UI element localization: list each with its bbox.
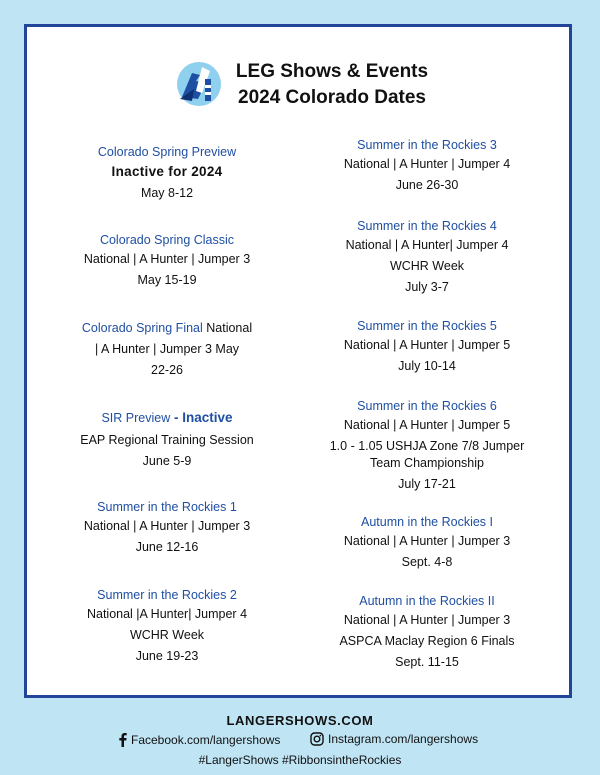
event-autumn-in-the-rockies-1 [302, 513, 552, 573]
event-name: Autumn in the Rockies I [360, 515, 493, 529]
event-name: Summer in the Rockies 6 [357, 399, 497, 413]
event-name: Summer in the Rockies 2 [97, 588, 237, 602]
event-dates: May 8-12 [140, 186, 194, 200]
event-autumn-in-the-rockies-2 [302, 592, 552, 673]
event-details: National [202, 321, 253, 335]
facebook-icon [118, 732, 127, 747]
event-summer-in-the-rockies-5 [302, 317, 552, 377]
event-colorado-spring-classic [42, 231, 292, 291]
event-name: Colorado Spring Preview [97, 145, 237, 159]
event-summer-in-the-rockies-4 [302, 217, 552, 298]
event-dates: July 17-21 [398, 477, 456, 491]
event-dates: July 3-7 [405, 280, 449, 294]
event-details: National | A Hunter | Jumper 3 [83, 519, 251, 533]
event-dates: June 12-16 [135, 540, 199, 554]
event-dates: Sept. 4-8 [401, 555, 453, 569]
event-details: National |A Hunter| Jumper 4 [86, 607, 248, 621]
event-dates: June 26-30 [395, 178, 459, 192]
event-dates: 22-26 [151, 363, 183, 377]
event-sir-preview [42, 407, 292, 472]
facebook-url: Facebook.com/langershows [131, 732, 281, 747]
event-details: National | A Hunter | Jumper 3 [343, 613, 511, 627]
event-details: National | A Hunter | Jumper 3 [83, 252, 251, 266]
event-details: National | A Hunter| Jumper 4 [345, 238, 509, 252]
event-colorado-spring-final [42, 318, 292, 381]
event-name-and-status [42, 407, 292, 429]
event-extra: Team Championship [370, 456, 484, 470]
event-status: - Inactive [170, 410, 233, 425]
event-summer-in-the-rockies-1 [42, 498, 292, 558]
event-extra: WCHR Week [129, 628, 205, 642]
schedule-card [24, 24, 572, 698]
instagram-url: Instagram.com/langershows [328, 732, 479, 746]
event-name: Summer in the Rockies 5 [357, 319, 497, 333]
event-details: National | A Hunter | Jumper 4 [343, 157, 511, 171]
event-name: SIR Preview [101, 411, 171, 425]
event-details: National | A Hunter | Jumper 3 [343, 534, 511, 548]
event-name: Summer in the Rockies 3 [357, 138, 497, 152]
event-dates: Sept. 11-15 [395, 655, 459, 669]
social-links [0, 731, 600, 751]
event-dates: May 15-19 [137, 273, 197, 287]
event-name: Colorado Spring Classic [99, 233, 235, 247]
event-details: National | A Hunter | Jumper 5 [343, 338, 511, 352]
event-extra: WCHR Week [389, 259, 465, 273]
event-dates: July 10-14 [398, 359, 456, 373]
instagram-link[interactable] [310, 732, 478, 746]
event-details: EAP Regional Training Session [80, 433, 254, 447]
event-name: Autumn in the Rockies II [359, 594, 495, 608]
website-link[interactable]: LANGERSHOWS.COM [226, 713, 374, 728]
title-line-2: 2024 Colorado Dates [238, 87, 426, 108]
event-details: National | A Hunter | Jumper 5 [343, 418, 511, 432]
event-details: | A Hunter | Jumper 3 May [94, 342, 240, 356]
footer [0, 711, 600, 769]
event-colorado-spring-preview [42, 143, 292, 204]
header [27, 57, 569, 117]
horse-jumper-logo-icon [172, 59, 226, 109]
event-name: Summer in the Rockies 4 [357, 219, 497, 233]
event-summer-in-the-rockies-6 [302, 397, 552, 495]
title-line-1: LEG Shows & Events [235, 61, 429, 82]
page-title [227, 59, 437, 111]
event-summer-in-the-rockies-2 [42, 586, 292, 667]
event-dates: June 5-9 [142, 454, 192, 468]
event-name-and-details [42, 318, 292, 339]
event-status: Inactive for 2024 [111, 164, 223, 179]
hashtags: #LangerShows #RibbonsintheRockies [198, 753, 402, 767]
facebook-link[interactable] [118, 732, 280, 747]
event-dates: June 19-23 [135, 649, 199, 663]
instagram-icon [310, 732, 324, 746]
event-summer-in-the-rockies-3 [302, 136, 552, 196]
event-name: Summer in the Rockies 1 [97, 500, 237, 514]
event-name: Colorado Spring Final [81, 321, 203, 335]
event-extra: ASPCA Maclay Region 6 Finals [339, 634, 515, 648]
event-extra: 1.0 - 1.05 USHJA Zone 7/8 Jumper [329, 439, 525, 453]
